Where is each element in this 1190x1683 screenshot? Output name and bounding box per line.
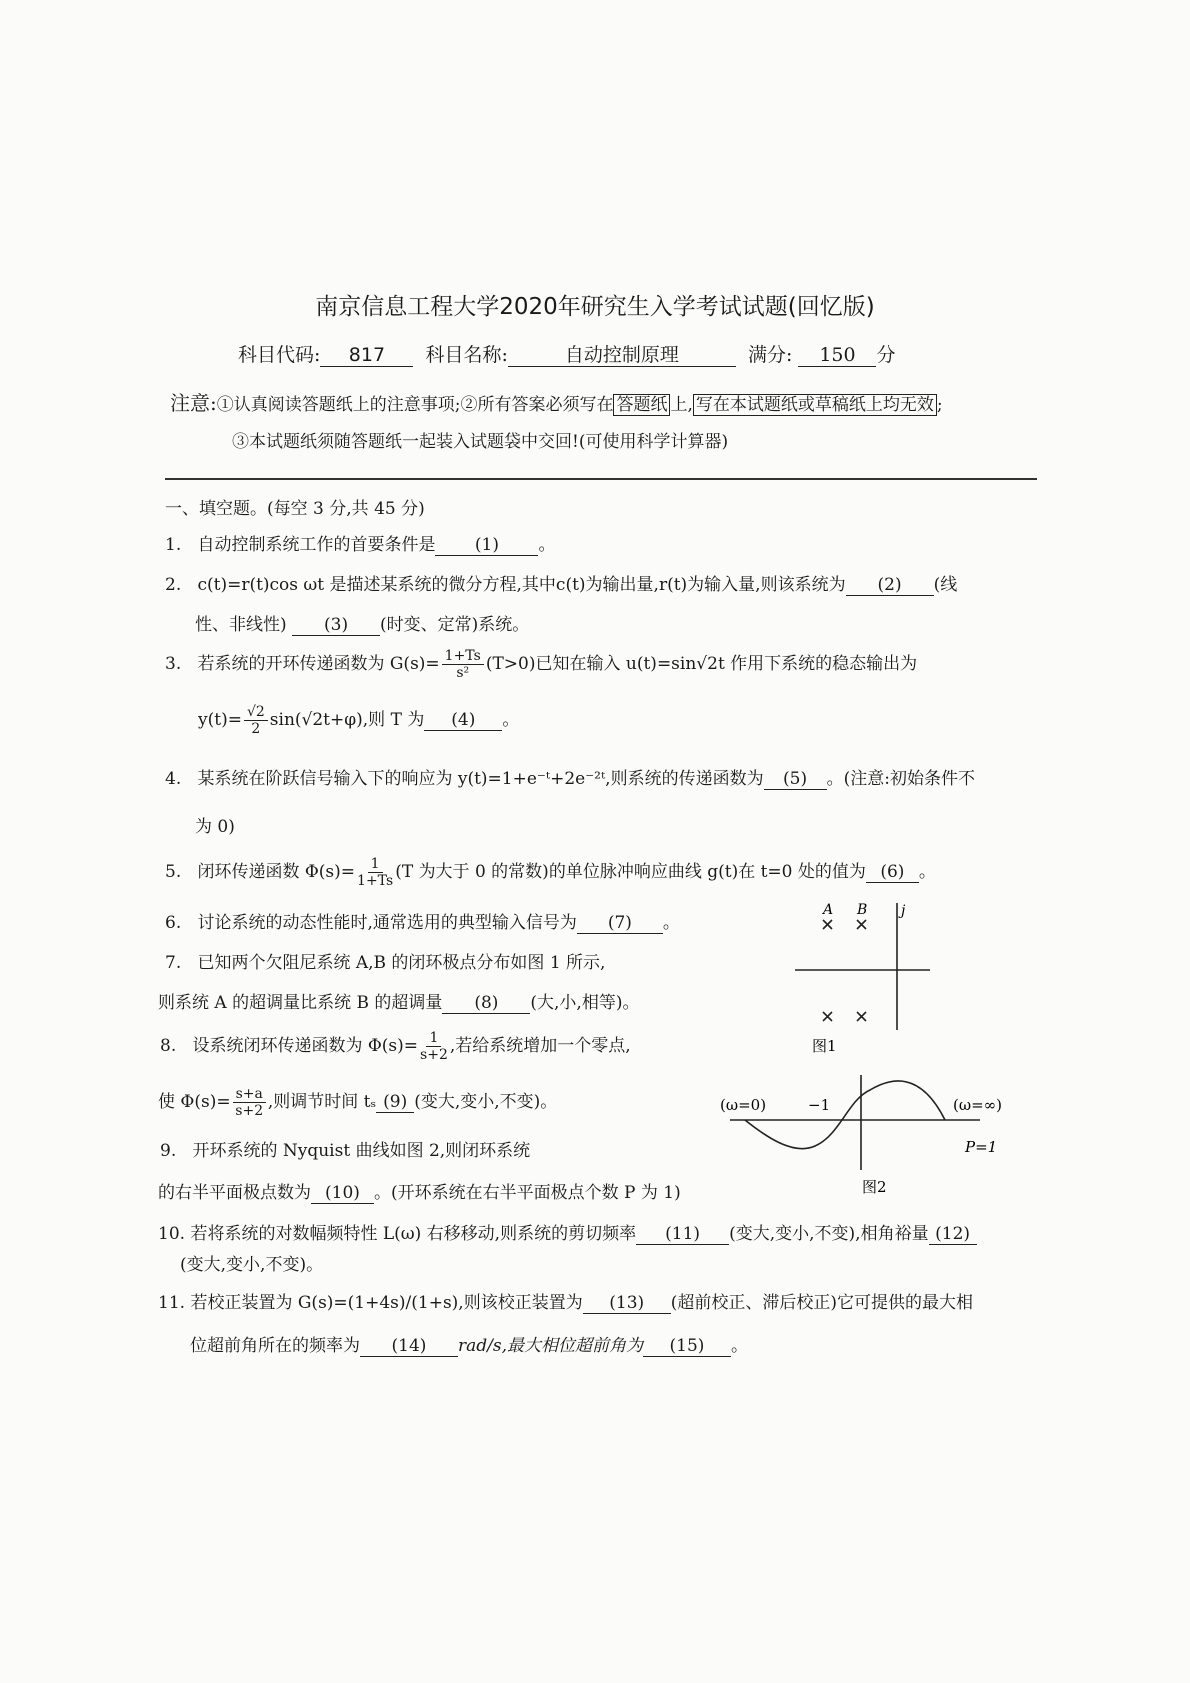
blank-8: (8) (442, 994, 530, 1014)
blank-3: (3) (292, 616, 380, 636)
score-value: 150 (798, 345, 876, 367)
q-text: 性、非线性) (195, 615, 287, 635)
blank-5: (5) (764, 770, 827, 790)
blank-11: (11) (636, 1225, 729, 1245)
q-text: 若将系统的对数幅频特性 L(ω) 右移移动,则系统的剪切频率 (190, 1224, 637, 1244)
numerator: 1+Ts (442, 648, 484, 665)
q-text: 设系统闭环传递函数为 Φ(s)= (192, 1036, 419, 1057)
exam-title: 南京信息工程大学2020年研究生入学考试试题(回忆版) (315, 294, 875, 320)
q-text: (线 (933, 575, 958, 595)
nyquist-curve (745, 1081, 945, 1149)
q-text: 则系统 A 的超调量比系统 B 的超调量 (158, 993, 443, 1013)
blank-15: (15) (643, 1337, 731, 1357)
blank-4: (4) (424, 711, 502, 731)
q-text: 。(注意:初始条件不 (826, 769, 975, 789)
q-num: 5. (165, 862, 182, 883)
q-num: 4. (165, 769, 182, 789)
q-text: rad/s,最大相位超前角为 (458, 1336, 643, 1356)
section-title: 一、填空题。(每空 3 分,共 45 分) (165, 499, 425, 519)
code-label: 科目代码: (238, 344, 321, 366)
blank-10: (10) (311, 1184, 374, 1204)
q-text: ,若给系统增加一个零点, (449, 1036, 631, 1057)
q-num: 1. (165, 535, 182, 555)
q-text: (超前校正、滞后校正)它可提供的最大相 (670, 1293, 973, 1313)
q-num: 2. (165, 575, 182, 595)
q-text: 若系统的开环传递函数为 G(s)= (197, 654, 440, 675)
question-4-cont: 为 0) (195, 817, 235, 837)
q-text: 开环系统的 Nyquist 曲线如图 2,则闭环系统 (192, 1141, 531, 1161)
blank-7: (7) (577, 914, 663, 934)
q-text: (T>0)已知在输入 u(t)=sin√2t 作用下系统的稳态输出为 (485, 654, 918, 675)
omega-zero-label: (ω=0) (720, 1096, 767, 1114)
q-num: 8. (160, 1036, 177, 1057)
notice-text: ①认真阅读答题纸上的注意事项;②所有答案必须写在 (216, 395, 614, 415)
q-text: 某系统在阶跃信号输入下的响应为 y(t)=1+e⁻ᵗ+2e⁻²ᵗ,则系统的传递函数为 (197, 769, 764, 789)
figure-1-pole-plot (795, 903, 930, 1030)
omega-inf-label: (ω=∞) (953, 1096, 1002, 1114)
notice-box-invalid: 写在本试题纸或草稿纸上均无效 (693, 394, 937, 416)
blank-13: (13) (583, 1294, 671, 1314)
label-b: B (857, 902, 868, 918)
numerator: √2 (244, 704, 268, 721)
notice-text: ; (936, 395, 943, 415)
numerator: s+a (233, 1086, 266, 1103)
blank-9: (9) (376, 1093, 414, 1113)
name-label: 科目名称: (425, 344, 508, 366)
q-text: 。 (538, 535, 556, 555)
q-text: (大,小,相等)。 (530, 993, 640, 1013)
notice-text: 上, (670, 395, 693, 415)
q-text: sin(√2t+φ),则 T 为 (269, 710, 425, 731)
code-value: 817 (320, 345, 413, 367)
q-num: 6. (165, 913, 182, 933)
q-text: y(t)= (198, 710, 242, 731)
q-num: 3. (165, 654, 182, 675)
name-value: 自动控制原理 (508, 345, 736, 367)
label-j: j (901, 903, 906, 919)
question-10-cont: (变大,变小,不变)。 (180, 1255, 324, 1275)
label-a: A (823, 902, 834, 918)
q-text: 。 (918, 862, 936, 883)
q-text: (变大,变小,不变)。 (414, 1092, 558, 1113)
q-text: 讨论系统的动态性能时,通常选用的典型输入信号为 (197, 913, 577, 933)
q-text: (时变、定常)系统。 (380, 615, 530, 635)
denominator: s+2 (235, 1103, 264, 1120)
notice-box-answer-sheet: 答题纸 (613, 394, 670, 416)
denominator: s+2 (420, 1047, 448, 1064)
minus-one-label: −1 (808, 1096, 831, 1114)
q-text: 。 (662, 913, 680, 933)
denominator: 1+Ts (357, 873, 394, 890)
figure-2-nyquist-plot (730, 1075, 980, 1170)
figure-1-caption: 图1 (812, 1037, 837, 1055)
q-text: 。(开环系统在右半平面极点个数 P 为 1) (374, 1183, 681, 1203)
q-text: 。 (731, 1336, 748, 1356)
q-text: c(t)=r(t)cos ωt 是描述某系统的微分方程,其中c(t)为输出量,r(t)为输入量,则该系统为 (197, 575, 846, 595)
q-num: 7. (165, 953, 182, 973)
q-text: 使 Φ(s)= (158, 1092, 231, 1113)
figure-2-caption: 图2 (862, 1178, 887, 1196)
q-text: 的右半平面极点数为 (158, 1183, 311, 1203)
notice-line-2: ③本试题纸须随答题纸一起装入试题袋中交回!(可使用科学计算器) (232, 432, 729, 452)
q-num: 11. (158, 1293, 186, 1313)
blank-12: (12) (929, 1225, 977, 1245)
blank-1: (1) (435, 536, 538, 556)
q-text: 。 (502, 710, 520, 731)
q-text: ,则调节时间 tₛ (267, 1092, 377, 1113)
q-num: 10. (158, 1224, 186, 1244)
blank-2: (2) (846, 576, 934, 596)
q-text: 闭环传递函数 Φ(s)= (197, 862, 356, 883)
denominator: 2 (251, 721, 261, 738)
numerator: 1 (426, 1030, 441, 1047)
q-text: 位超前角所在的频率为 (190, 1336, 360, 1356)
blank-6: (6) (866, 863, 919, 883)
blank-14: (14) (360, 1337, 458, 1357)
q-text: (变大,变小,不变),相角裕量 (729, 1224, 929, 1244)
numerator: 1 (368, 856, 383, 873)
q-text: 若校正装置为 G(s)=(1+4s)/(1+s),则该校正装置为 (190, 1293, 583, 1313)
denominator: s² (456, 665, 470, 682)
q-num: 9. (160, 1141, 177, 1161)
q-text: (T 为大于 0 的常数)的单位脉冲响应曲线 g(t)在 t=0 处的值为 (395, 862, 866, 883)
notice-label: 注意: (170, 391, 217, 415)
p-label: P=1 (965, 1138, 998, 1156)
q-text: 已知两个欠阻尼系统 A,B 的闭环极点分布如图 1 所示, (197, 953, 606, 973)
score-label: 满分: (748, 344, 793, 366)
score-unit: 分 (876, 344, 896, 366)
q-text: 自动控制系统工作的首要条件是 (197, 535, 436, 555)
